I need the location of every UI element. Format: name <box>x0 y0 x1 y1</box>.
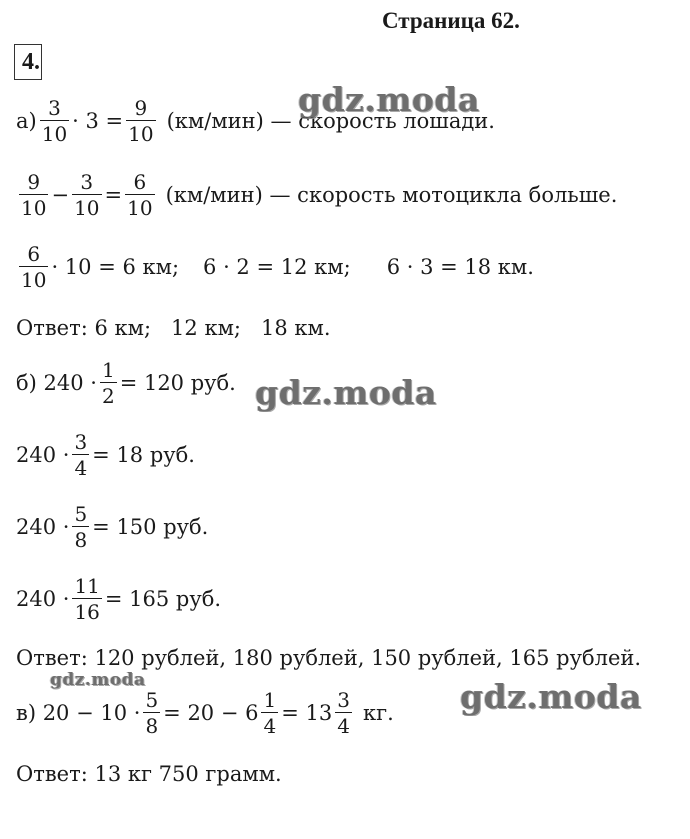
watermark: gdz.moda <box>50 670 146 690</box>
numerator: 5 <box>74 502 88 526</box>
operator: = <box>104 183 123 207</box>
part-b-line-1 <box>16 360 236 406</box>
answer-text: Ответ: 6 км; 12 км; 18 км. <box>16 316 331 340</box>
part-b-line-3 <box>16 504 208 550</box>
expression: 240 · <box>16 587 70 611</box>
numerator: 5 <box>145 688 159 712</box>
fraction <box>72 432 89 478</box>
task-number: 4. <box>14 44 42 80</box>
denominator: 10 <box>74 196 100 220</box>
expression: в) 20 − 10 · <box>16 701 141 725</box>
fraction <box>126 98 155 144</box>
expression: = 150 руб. <box>92 515 209 539</box>
explanation: (км/мин) — скорость лошади. <box>166 109 495 133</box>
denominator: 10 <box>127 196 153 220</box>
denominator: 2 <box>101 384 115 408</box>
numerator: 11 <box>74 574 100 598</box>
numerator: 9 <box>27 170 41 194</box>
fraction <box>72 504 89 550</box>
denominator: 4 <box>337 714 350 738</box>
operator: · 3 = <box>72 109 124 133</box>
fraction <box>100 360 117 406</box>
part-a-label: а) <box>16 109 37 133</box>
part-c-answer <box>16 762 282 786</box>
expression: = 120 руб. <box>119 371 236 395</box>
fraction <box>19 172 48 218</box>
expression: 6 · 3 = 18 км. <box>386 255 534 279</box>
denominator: 8 <box>145 714 159 738</box>
fraction <box>335 690 352 736</box>
numerator: 6 <box>27 242 41 266</box>
denominator: 10 <box>41 122 68 146</box>
numerator: 1 <box>263 688 277 712</box>
part-b-line-4 <box>16 576 221 622</box>
denominator: 4 <box>74 456 88 480</box>
fraction <box>40 98 69 144</box>
expression: б) 240 · <box>16 371 97 395</box>
numerator: 6 <box>133 170 147 194</box>
page-title: Страница 62. <box>382 8 520 33</box>
unit: кг. <box>362 701 394 725</box>
expression: 240 · <box>16 515 70 539</box>
expression: = 20 − 6 <box>163 701 259 725</box>
fraction <box>143 690 160 736</box>
part-c-line-1 <box>16 690 394 736</box>
numerator: 3 <box>74 430 88 454</box>
denominator: 10 <box>128 122 154 146</box>
expression: 6 · 2 = 12 км; <box>203 255 351 279</box>
explanation: (км/мин) — скорость мотоцикла больше. <box>165 183 618 207</box>
numerator: 3 <box>48 96 61 120</box>
denominator: 4 <box>263 714 277 738</box>
fraction <box>72 576 101 622</box>
part-b-answer <box>16 646 641 670</box>
numerator: 9 <box>134 96 148 120</box>
expression: = 165 руб. <box>104 587 222 611</box>
part-a-answer <box>16 316 331 340</box>
part-b-line-2 <box>16 432 195 478</box>
fraction <box>261 690 278 736</box>
operator: − <box>51 183 70 207</box>
answer-text: Ответ: 120 рублей, 180 рублей, 150 рублей, 165 рублей. <box>16 646 642 670</box>
denominator: 10 <box>21 196 47 220</box>
numerator: 1 <box>101 358 115 382</box>
expression: = 18 руб. <box>92 443 195 467</box>
numerator: 3 <box>337 688 350 712</box>
expression: 240 · <box>16 443 70 467</box>
watermark: gdz.moda <box>298 80 480 119</box>
watermark: gdz.moda <box>460 677 642 716</box>
part-a-line-2 <box>16 172 617 218</box>
denominator: 10 <box>21 268 47 292</box>
expression: · 10 = 6 км; <box>51 255 180 279</box>
numerator: 3 <box>80 170 94 194</box>
denominator: 16 <box>74 600 100 624</box>
expression: = 13 <box>281 701 333 725</box>
watermark: gdz.moda <box>255 373 437 412</box>
fraction <box>19 244 48 290</box>
part-a-line-3 <box>16 244 534 290</box>
answer-text: Ответ: 13 кг 750 грамм. <box>16 762 282 786</box>
fraction <box>125 172 154 218</box>
denominator: 8 <box>74 528 88 552</box>
fraction <box>72 172 101 218</box>
